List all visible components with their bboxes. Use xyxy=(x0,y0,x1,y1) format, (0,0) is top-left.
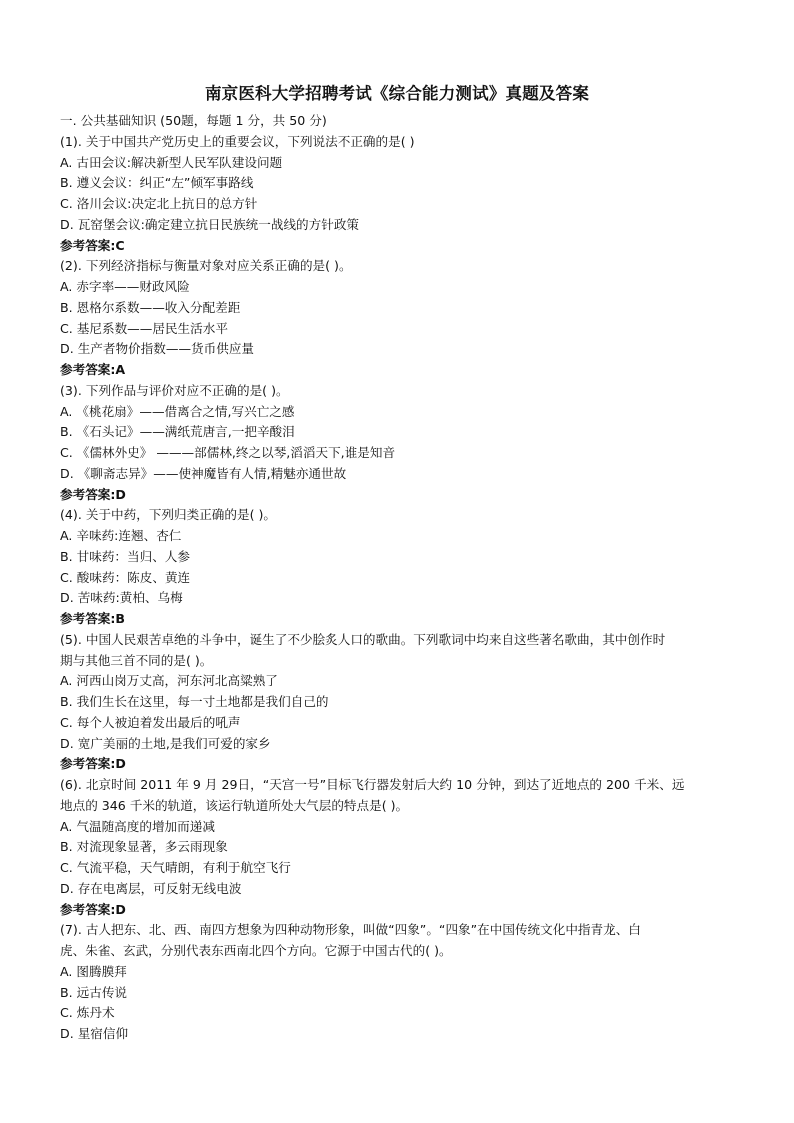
answer-line: 参考答案:D xyxy=(60,756,126,772)
option-a: A. 气温随高度的增加而递减 xyxy=(60,818,215,834)
question-stem: (3). 下列作品与评价对应不正确的是( )。 xyxy=(60,382,289,398)
question-stem-line-2: 期与其他三首不同的是( )。 xyxy=(60,652,213,668)
option-a: A. 河西山岗万丈高，河东河北高粱熟了 xyxy=(60,673,278,689)
option-c: C. 气流平稳，天气晴朗，有利于航空飞行 xyxy=(60,860,291,875)
question-block xyxy=(60,920,740,1045)
option-c: C. 每个人被迫着发出最后的吼声 xyxy=(60,714,241,730)
answer-line: 参考答案:B xyxy=(60,611,126,626)
option-b: B. 远古传说 xyxy=(60,984,128,1000)
option-b: B. 对流现象显著，多云雨现象 xyxy=(60,839,228,855)
question-block xyxy=(60,775,740,920)
answer-line: 参考答案:C xyxy=(60,237,125,253)
option-a: A. 《桃花扇》——借离合之情,写兴亡之感 xyxy=(60,403,295,419)
answer-line: 参考答案:A xyxy=(60,362,126,377)
section-heading: 一. 公共基础知识 (50题，每题 1 分，共 50 分) xyxy=(60,113,327,128)
option-c: C. 洛川会议:决定北上抗日的总方针 xyxy=(60,196,258,211)
option-d: D. 星宿信仰 xyxy=(60,1026,129,1041)
option-d: D. 苦味药:黄柏、乌梅 xyxy=(60,590,183,606)
option-a: A. 赤字率——财政风险 xyxy=(60,279,190,294)
option-c: C. 基尼系数——居民生活水平 xyxy=(60,320,228,336)
question-block xyxy=(60,505,740,630)
option-d: D. 宽广美丽的土地,是我们可爱的家乡 xyxy=(60,735,271,751)
question-block xyxy=(60,256,740,381)
document-body xyxy=(60,111,740,1045)
option-b: B. 遵义会议：纠正“左”倾军事路线 xyxy=(60,175,254,191)
question-stem: (1). 关于中国共产党历史上的重要会议，下列说法不正确的是( ) xyxy=(60,133,415,149)
question-block xyxy=(60,381,740,506)
option-a: A. 古田会议:解决新型人民军队建设问题 xyxy=(60,154,283,170)
page-title: 南京医科大学招聘考试《综合能力测试》真题及答案 xyxy=(204,84,590,103)
option-b: B. 恩格尔系数——收入分配差距 xyxy=(60,299,241,315)
option-d: D. 瓦窑堡会议:确定建立抗日民族统一战线的方针政策 xyxy=(60,216,360,232)
question-stem-line-1: (5). 中国人民艰苦卓绝的斗争中，诞生了不少脍炙人口的歌曲。下列歌词中均来自这些著名歌曲，其中创作时 xyxy=(60,631,666,647)
question-block xyxy=(60,630,740,775)
option-b: B. 我们生长在这里，每一寸土地都是我们自己的 xyxy=(60,694,329,709)
option-c: C. 炼丹术 xyxy=(60,1005,115,1021)
option-c: C. 《儒林外史》 ———部儒林,终之以琴,滔滔天下,谁是知音 xyxy=(60,445,396,460)
question-stem-line-2: 地点的 346 千米的轨道，该运行轨道所处大气层的特点是( )。 xyxy=(60,797,409,813)
question-stem-line-1: (7). 古人把东、北、西、南四方想象为四种动物形象，叫做“四象”。“四象”在中国传统文化中指青龙、白 xyxy=(60,922,641,938)
question-stem: (2). 下列经济指标与衡量对象对应关系正确的是( )。 xyxy=(60,258,352,274)
option-b: B. 《石头记》——满纸荒唐言,一把辛酸泪 xyxy=(60,424,295,440)
question-stem-line-2: 虎、朱雀、玄武，分别代表东西南北四个方向。它源于中国古代的( )。 xyxy=(60,943,452,958)
answer-line: 参考答案:D xyxy=(60,901,126,917)
option-a: A. 辛味药:连翘、杏仁 xyxy=(60,528,182,543)
option-c: C. 酸味药：陈皮、黄连 xyxy=(60,569,191,585)
option-d: D. 《聊斋志异》——使神魔皆有人情,精魅亦通世故 xyxy=(60,465,347,481)
question-stem: (4). 关于中药，下列归类正确的是( )。 xyxy=(60,507,276,523)
question-stem-line-1: (6). 北京时间 2011 年 9 月 29日，“天宫一号”目标飞行器发射后大约 10 分钟，到达了近地点的 200 千米、远 xyxy=(60,777,685,792)
option-b: B. 甘味药：当归、人参 xyxy=(60,548,190,564)
answer-line: 参考答案:D xyxy=(60,486,126,502)
question-block xyxy=(60,132,740,257)
option-d: D. 生产者物价指数——货币供应量 xyxy=(60,341,255,357)
option-a: A. 图腾膜拜 xyxy=(60,963,127,979)
option-d: D. 存在电离层，可反射无线电波 xyxy=(60,880,242,896)
